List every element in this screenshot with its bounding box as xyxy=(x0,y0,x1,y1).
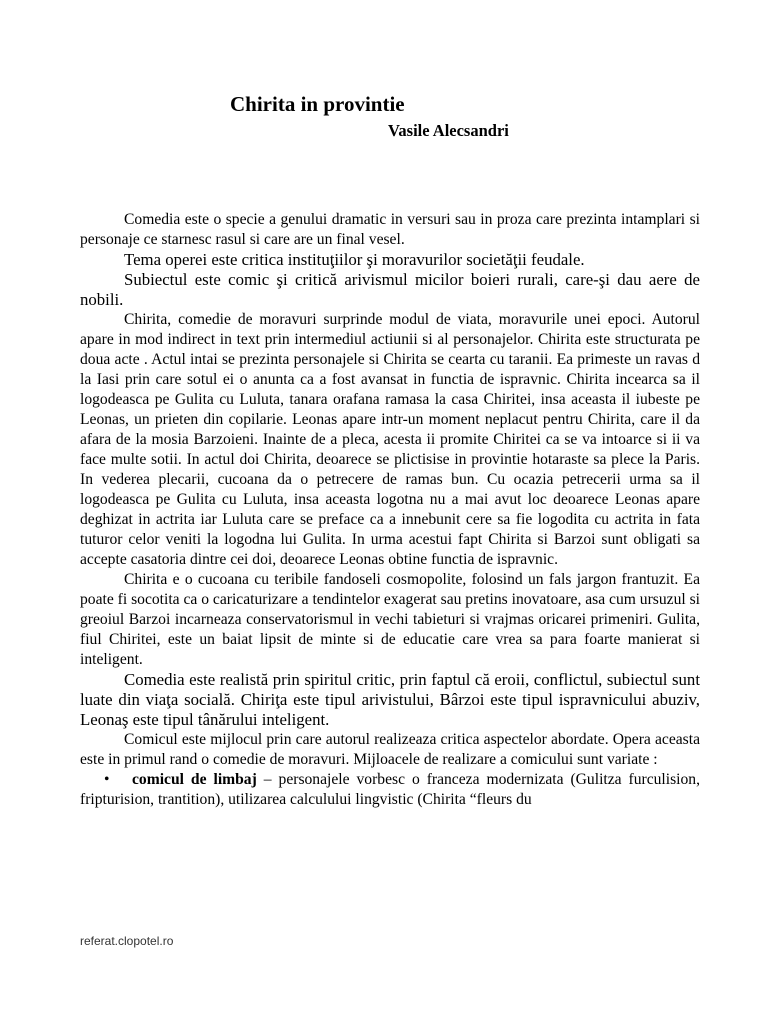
list-item-content xyxy=(80,770,700,810)
list-item-term: comicul de limbaj xyxy=(132,771,257,788)
paragraph-characters: Chirita e o cucoana cu teribile fandoseli cosmopolite, folosind un fals jargon frantuzit. Ea poate fi socotita ca o caricaturizare a tendintelor exagerat sau pretins inovatoare, asa cum ursuzul si greoiul Barzoi incarneaza conservatorismul in vechi tabieturi si vrajmas oricarei primeniri. Gulita, fiul Chiritei, este un baiat lipsit de minte si de educatie care vrea sa para foarte manierat si inteligent. xyxy=(80,571,701,668)
paragraph-realism: Comedia este realistă prin spiritul critic, prin faptul că eroii, conflictul, subiectul sunt luate din viaţa socială. Chiriţa este tipul arivistului, Bârzoi este tipul ispravnicului abuziv, Leonaş este tipul tânărului inteligent. xyxy=(80,670,700,729)
list-item-text: – personajele vorbesc o franceza modernizata (Gulitza furculision, fripturision, trantition), utilizarea calculului lingvistic (Chirita “fleurs du xyxy=(80,771,700,808)
paragraph-definition: Comedia este o specie a genului dramatic in versuri sau in proza care prezinta intamplari si personaje ce starnesc rasul si care are un final vesel. xyxy=(80,211,700,248)
bullet-icon: • xyxy=(104,771,110,788)
paragraph-comic: Comicul este mijlocul prin care autorul realizeaza critica aspectelor abordate. Opera aceasta este in primul rand o comedie de moravuri. Mijloacele de realizare a comicului sunt variate : xyxy=(80,731,700,768)
paragraph-plot: Chirita, comedie de moravuri surprinde modul de viata, moravurile unei epoci. Autorul apare in mod indirect in text prin intermediul actiunii si al personajelor. Chirita este structurata pe doua acte . Actul intai se prezinta personajele si Chirita se cearta cu taranii. Ea primeste un ravas d la Iasi prin care sotul ei o anunta ca a fost avansat in functia de ispravnic. Chirita incearca sa il logodeasca pe Gulita cu Luluta, tanara orafana ramasa la casa Chiritei, insa aceasta il iubeste pe Leonas, un prieten din copilarie. Leonas apare intr-un moment neplacut pentru Chirita, care il da afara de la mosia Barzoieni. Inainte de a pleca, acesta ii promite Chiritei ca se va intoarce si ii va face multe sotii. In actul doi Chirita, deoarece se plictisise in provintie hotaraste sa plece la Paris. In vederea plecarii, cucoana da o petrecere de ramas bun. Cu ocazia petrecerii urma sa il logodeasca pe Gulita cu Luluta, insa aceasta logotna nu a mai avut loc deoarece Leonas apare deghizat in actrita iar Luluta care se preface ca a innebunit cere sa fie logodita cu actrita in fata tuturor celor veniti la logodna lui Gulita. In urma acestui fapt Chirita si Barzoi sunt obligati sa accepte casatoria dintre cei doi, deoarece Leonas obtine functia de ispravnic. xyxy=(80,311,700,568)
list-item xyxy=(80,770,700,810)
document-body xyxy=(80,210,700,810)
paragraph-subject: Subiectul este comic şi critică arivismul micilor boieri rurali, care-şi dau aere de nobili. xyxy=(80,270,700,309)
comic-means-list xyxy=(80,770,700,810)
source-footer: referat.clopotel.ro xyxy=(80,934,174,948)
document-title: Chirita in provintie xyxy=(230,92,405,116)
document-author: Vasile Alecsandri xyxy=(388,121,509,140)
paragraph-theme: Tema operei este critica instituţiilor şi moravurilor societăţii feudale. xyxy=(124,250,585,269)
